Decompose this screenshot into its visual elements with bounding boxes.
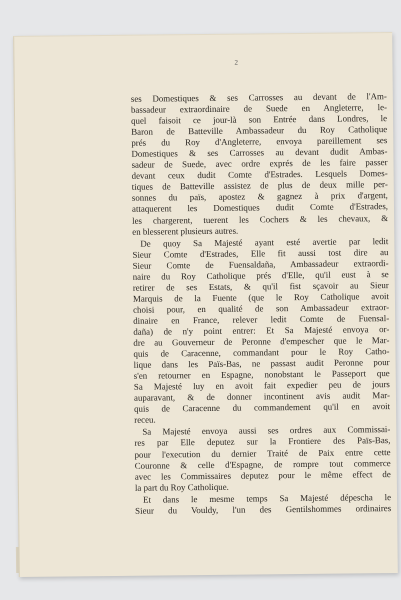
page-number: 2 [234,58,239,67]
text-line: Baron de Batteville Ambassadeur du Roy Catholique [131,124,388,137]
text-line: les chargerent, tuerent les Cochers & les chevaux, & [132,212,389,226]
text-line: retirer de ses Estats, & qu'il fist sçavoir au Sieur [132,279,389,293]
text-line: s'en retourner en Espagne, nonobstant le Passeport que [133,368,390,381]
paragraph-start-line: Et dans le mesme temps Sa Majesté dépescha le [142,491,392,505]
text-line: Sieur du Vouldy, l'un des Gentilshommes ordinaires [135,502,392,516]
text-line: res par Elle deputez sur la Frontiere des Païs-Bas, [134,435,391,449]
document-page [13,32,398,577]
text-line: sonnes du païs, apostez & gagnez à prix d'argent, [131,190,388,204]
text-line: receu. [134,414,156,426]
text-line: pour l'execution du dernier Traité de Paix entre cette [134,446,391,460]
body-text [131,91,391,516]
text-line: attaquerent les Domestiques dudit Comte d'Estrades, [131,201,389,215]
text-line: devant ceux dudit Comte d'Estrades. Lesquels Domes- [131,168,388,182]
paragraph-start-line: De quoy Sa Majesté ayant esté avertie par ledit [140,235,389,249]
text-line: tiques de Batteville assistez de plus de deux mille per- [131,179,388,193]
text-line: avec les Commissaires deputez pour le même effect de [134,468,391,482]
text-line: quel faisoit ce jour-là son Entrée dans Londres, le [131,113,388,126]
text-line: Marquis de la Fuente (que le Roy Catholique avoit [132,290,389,304]
text-line: daña) de n'y point entrer: Et Sa Majesté envoya or- [133,324,390,337]
text-line: Sieur Comte d'Estrades, Elle fit aussi tost dire au [132,246,389,260]
text-line: sadeur de Suede, avec ordre exprés de les faire passer [131,157,388,171]
text-line: Sa Majesté luy en avoit fait expedier peu de jours [133,379,390,392]
text-line: dinaire en France, relever ledit Comte de Fuensal- [133,313,390,326]
text-line: en blesserent plusieurs autres. [132,225,239,237]
paragraph-start-line: Sa Majesté envoya aussi ses ordres aux Commissai- [142,424,391,438]
text-line: choisi pour, en qualité de son Ambassadeur extraor- [132,301,390,315]
text-line: quis de Caracenne, commandant pour le Roy Catho- [133,346,390,359]
text-line: bassadeur extraordinaire de Suede en Angleterre, le- [130,102,387,115]
text-line: naire du Roy Catholique prés d'Elle, qu'il eust à se [132,268,389,282]
text-line: Sieur Comte de Fuensaldaña, Ambassadeur extraordi- [132,257,389,271]
text-line: lique dans les Païs-Bas, ne passast audit Peronne pour [133,357,390,370]
text-line: quis de Caracenne du commandement qu'il en avoit [134,401,391,415]
text-line: dre au Gouverneur de Peronne d'empescher que le Mar- [133,335,390,348]
text-line: prés du Roy d'Angleterre, envoya pareillement ses [131,135,388,148]
text-line: la part du Roy Catholique. [134,481,229,493]
text-line: ses Domestiques & ses Carrosses au devant de l'Am- [130,91,387,104]
text-line: auparavant, & de donner incontinent avis audit Mar- [133,390,391,404]
text-line: Domestiques & ses Carrosses au devant dudit Ambas- [131,146,388,160]
text-line: Couronne & celle d'Espagne, de rompre tout commerce [134,457,391,471]
